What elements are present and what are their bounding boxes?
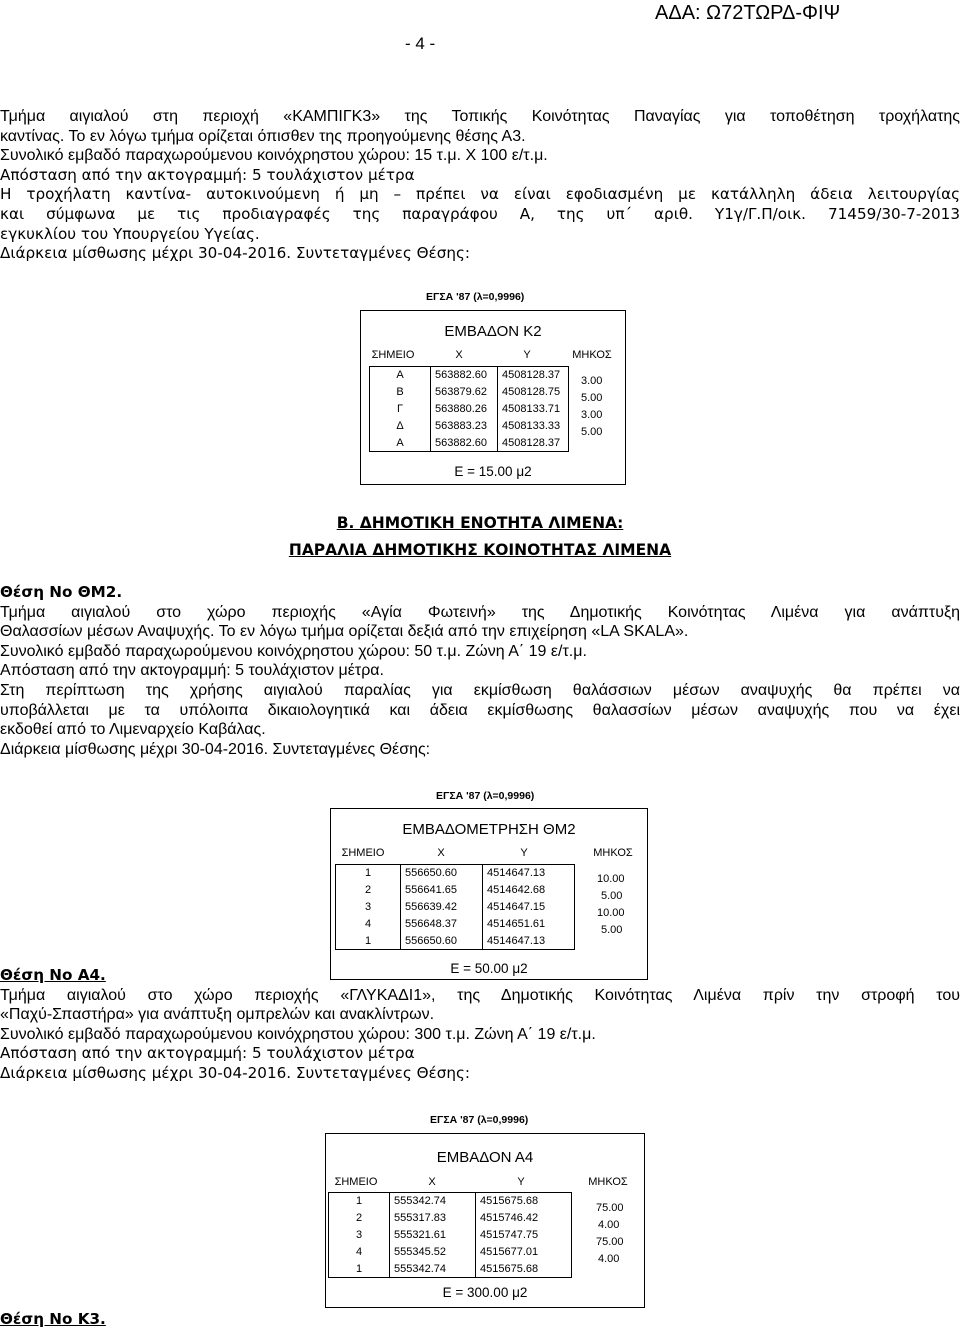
header-y: Υ xyxy=(517,1176,525,1188)
table-title: ΕΜΒΑΔΟΝ Α4 xyxy=(436,1149,534,1166)
table-row: Γ 563880.26 4508133.71 xyxy=(370,401,568,418)
length-value: 75.00 xyxy=(596,1236,624,1248)
ada-code: ΑΔΑ: Ω72ΤΩΡΔ-ΦΙΨ xyxy=(655,2,841,24)
length-value: 3.00 xyxy=(581,409,603,421)
text-line: Συνολικό εμβαδό παραχωρούμενου κοινόχρηστου χώρου: 50 τ.μ. Ζώνη Α΄ 19 ε/τ.μ. xyxy=(0,642,587,660)
header-x: Χ xyxy=(437,847,445,859)
header-point: ΣΗΜΕΙΟ xyxy=(334,1176,378,1188)
length-value: 3.00 xyxy=(581,375,603,387)
length-value: 5.00 xyxy=(601,924,623,936)
text-line: Διάρκεια μίσθωσης μέχρι 30-04-2016. Συντεταγμένες Θέσης: xyxy=(0,740,431,758)
text-line: Τμήμα αιγιαλού στο χώρο περιοχής «ΓΛΥΚΑΔΙ1», της Δημοτικής Κοινότητας Λιμένα πρίν την στροφή του xyxy=(0,986,960,1004)
table-title: ΕΜΒΑΔΟΜΕΤΡΗΣΗ ΘΜ2 xyxy=(402,821,576,838)
text-line: Συνολικό εμβαδό παραχωρούμενου κοινόχρηστου χώρου: 15 τ.μ. Χ 100 ε/τ.μ. xyxy=(0,147,548,165)
length-value: 5.00 xyxy=(581,426,603,438)
length-value: 10.00 xyxy=(597,907,625,919)
table-row: 1 555342.74 4515675.68 xyxy=(329,1261,571,1278)
text-line: Διάρκεια μίσθωσης μέχρι 30-04-2016. Συντεταγμένες Θέσης: xyxy=(0,244,471,263)
table-row: 1 555342.74 4515675.68 xyxy=(329,1193,571,1210)
text-line: υποβάλλεται με τα υπόλοιπα δικαιολογητικά και άδεια εκμίσθωσης θαλασσίων μέσων αναψυχής που να έχει xyxy=(0,701,960,719)
position-heading: Θέση Νο Α4. xyxy=(0,966,106,984)
header-point: ΣΗΜΕΙΟ xyxy=(341,847,385,859)
area-value: Ε = 15.00 μ2 xyxy=(454,464,532,479)
table-row: 3 555321.61 4515747.75 xyxy=(329,1227,571,1244)
text-line: Απόσταση από την ακτογραμμή: 5 τουλάχιστον μέτρα. xyxy=(0,662,384,680)
header-y: Υ xyxy=(523,349,531,361)
table-row: Δ 563883.23 4508133.33 xyxy=(370,418,568,435)
table-row: Α 563882.60 4508128.37 xyxy=(370,367,568,384)
length-value: 5.00 xyxy=(581,392,603,404)
text-line: Τμήμα αιγιαλού στο χώρο περιοχής «Αγία Φωτεινή» της Δημοτικής Κοινότητας Λιμένα για ανάπτυξη xyxy=(0,603,960,621)
table-row: 3 556639.42 4514647.15 xyxy=(336,899,574,916)
length-value: 4.00 xyxy=(598,1219,620,1231)
text-line: Θαλασσίων μέσων Αναψυχής. Το εν λόγω τμήμα ορίζεται δεξιά από την επιχείρηση «LA SKALA». xyxy=(0,623,689,641)
text-line: εγκυκλίου του Υπουργείου Υγείας. xyxy=(0,224,260,243)
text-line: και σύμφωνα με τις προδιαγραφές της παραγράφου Α, της υπ΄ αριθ. Υ1γ/Γ.Π/οικ. 71459/30-7-2013 xyxy=(0,204,960,223)
header-y: Υ xyxy=(520,847,528,859)
egsa-label: ΕΓΣΑ '87 (λ=0,9996) xyxy=(426,291,525,303)
egsa-label: ΕΓΣΑ '87 (λ=0,9996) xyxy=(430,1114,529,1126)
area-value: Ε = 300.00 μ2 xyxy=(442,1285,528,1300)
section-b-subtitle: ΠΑΡΑΛΙΑ ΔΗΜΟΤΙΚΗΣ ΚΟΙΝΟΤΗΤΑΣ ΛΙΜΕΝΑ xyxy=(288,541,672,559)
table-row: 4 555345.52 4515677.01 xyxy=(329,1244,571,1261)
table-grid xyxy=(335,864,575,950)
table-grid xyxy=(369,366,569,452)
coordinates-table-thm2 xyxy=(330,808,648,980)
header-length: ΜΗΚΟΣ xyxy=(593,847,633,859)
length-value: 4.00 xyxy=(598,1253,620,1265)
text-line: Στη περίπτωση της χρήσης αιγιαλού παραλίας για εκμίσθωση θαλάσσιων μέσων αναψυχής θα πρέπει να xyxy=(0,681,960,699)
text-line: Η τροχήλατη καντίνα- αυτοκινούμενη ή μη – πρέπει να είναι εφοδιασμένη με κατάλληλη άδεια λειτουργίας xyxy=(0,185,960,204)
position-heading: Θέση Νο ΘΜ2. xyxy=(0,583,123,601)
area-value: Ε = 50.00 μ2 xyxy=(450,961,528,976)
header-point: ΣΗΜΕΙΟ xyxy=(371,349,415,361)
table-row: 1 556650.60 4514647.13 xyxy=(336,865,574,882)
length-value: 75.00 xyxy=(596,1202,624,1214)
table-row: 4 556648.37 4514651.61 xyxy=(336,916,574,933)
section-k3-text xyxy=(0,107,960,264)
text-line: καντίνας. Το εν λόγω τμήμα ορίζεται όπισθεν της προηγούμενης θέσης Α3. xyxy=(0,127,526,145)
table-grid xyxy=(328,1192,572,1278)
page-number: - 4 - xyxy=(405,34,436,53)
table-row: 2 556641.65 4514642.68 xyxy=(336,882,574,899)
table-row: 2 555317.83 4515746.42 xyxy=(329,1210,571,1227)
text-line: Απόσταση από την ακτογραμμή: 5 τουλάχιστον μέτρα xyxy=(0,165,415,184)
header-length: ΜΗΚΟΣ xyxy=(588,1176,628,1188)
text-line: «Παχύ-Σπαστήρα» για ανάπτυξη ομπρελών και ανακλίντρων. xyxy=(0,1006,435,1024)
coordinates-table-k2 xyxy=(360,310,626,485)
header-x: Χ xyxy=(455,349,463,361)
table-row: 1 556650.60 4514647.13 xyxy=(336,933,574,950)
header-x: Χ xyxy=(428,1176,436,1188)
header-length: ΜΗΚΟΣ xyxy=(572,349,612,361)
section-b-title: Β. ΔΗΜΟΤΙΚΗ ΕΝΟΤΗΤΑ ΛΙΜΕΝΑ: xyxy=(336,514,624,532)
table-row: Β 563879.62 4508128.75 xyxy=(370,384,568,401)
table-row: Α 563882.60 4508128.37 xyxy=(370,435,568,452)
section-a4-text xyxy=(0,966,960,1084)
text-line: Τμήμα αιγιαλού στη περιοχή «ΚΑΜΠΙΓΚ3» της Τοπικής Κοινότητας Παναγίας για τοποθέτηση τροχήλατης xyxy=(0,108,960,125)
table-title: ΕΜΒΑΔΟΝ Κ2 xyxy=(444,323,542,340)
text-line: εκδοθεί από το Λιμεναρχείο Καβάλας. xyxy=(0,721,266,739)
position-heading-k3: Θέση Νο Κ3. xyxy=(0,1310,106,1328)
text-line: Διάρκεια μίσθωσης μέχρι 30-04-2016. Συντεταγμένες Θέσης: xyxy=(0,1063,471,1082)
egsa-label: ΕΓΣΑ '87 (λ=0,9996) xyxy=(436,790,535,802)
text-line: Συνολικό εμβαδό παραχωρούμενου κοινόχρηστου χώρου: 300 τ.μ. Ζώνη Α΄ 19 ε/τ.μ. xyxy=(0,1025,596,1043)
text-line: Απόσταση από την ακτογραμμή: 5 τουλάχιστον μέτρα xyxy=(0,1044,415,1063)
coordinates-table-a4 xyxy=(325,1133,645,1308)
section-thm2-text xyxy=(0,583,960,759)
length-value: 5.00 xyxy=(601,890,623,902)
length-value: 10.00 xyxy=(597,873,625,885)
